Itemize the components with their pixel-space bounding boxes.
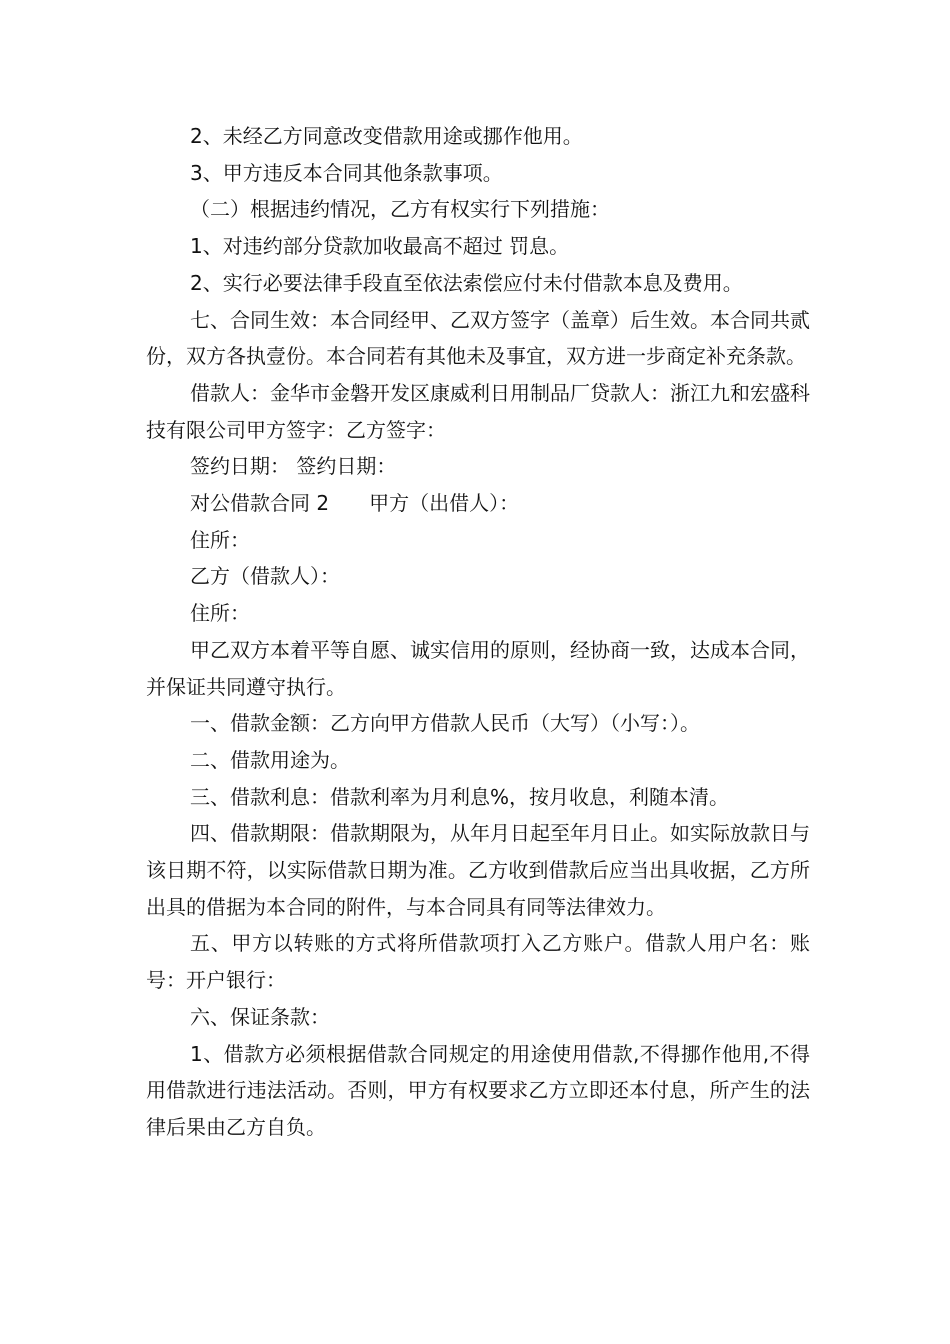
paragraph: 1、对违约部分贷款加收最高不超过 罚息。	[190, 234, 570, 259]
document-body	[146, 118, 810, 1146]
paragraph: 住所：	[190, 601, 250, 626]
clause-transfer: 五、甲方以转账的方式将所借款项打入乙方账户。借款人用户名：账号：开户银行：	[146, 931, 810, 993]
clause-loan-purpose: 二、借款用途为。	[190, 747, 350, 772]
paragraph: 乙方（借款人）：	[190, 564, 340, 589]
clause-guarantee-heading: 六、保证条款：	[190, 1004, 330, 1029]
clause-guarantee-1: 1、借款方必须根据借款合同规定的用途使用借款,不得挪作他用,不得用借款进行违法活动。否则，甲方有权要求乙方立即还本付息，所产生的法律后果由乙方自负。	[146, 1041, 810, 1139]
contract-title: 对公借款合同 2	[190, 491, 330, 516]
paragraph: 住所：	[190, 527, 250, 552]
signing-dates: 签约日期： 签约日期：	[190, 454, 397, 479]
party-a-label: 甲方（出借人）：	[369, 491, 520, 516]
contract-heading-line	[146, 485, 810, 522]
paragraph: （二）根据违约情况，乙方有权实行下列措施：	[190, 197, 610, 222]
clause-loan-interest: 三、借款利息：借款利率为月利息%，按月收息，利随本清。	[190, 784, 730, 809]
signature-parties: 借款人：金华市金磐开发区康威利日用制品厂贷款人：浙江九和宏盛科技有限公司甲方签字：乙方签字：	[146, 380, 810, 442]
paragraph: 甲乙双方本着平等自愿、诚实信用的原则，经协商一致，达成本合同，并保证共同遵守执行。	[146, 637, 810, 699]
clause-loan-term: 四、借款期限：借款期限为，从年月日起至年月日止。如实际放款日与该日期不符，以实际借款日期为准。乙方收到借款后应当出具收据，乙方所出具的借据为本合同的附件，与本合同具有同等法律效力。	[146, 821, 810, 919]
paragraph: 2、实行必要法律手段直至依法索偿应付未付借款本息及费用。	[190, 270, 743, 295]
clause-loan-amount: 一、借款金额：乙方向甲方借款人民币（大写）（小写：）。	[190, 711, 700, 736]
clause-contract-effect: 七、合同生效：本合同经甲、乙双方签字（盖章）后生效。本合同共贰份，双方各执壹份。本合同若有其他未及事宜，双方进一步商定补充条款。	[146, 307, 810, 369]
paragraph: 2、未经乙方同意改变借款用途或挪作他用。	[190, 124, 583, 148]
paragraph: 3、甲方违反本合同其他条款事项。	[190, 160, 503, 185]
